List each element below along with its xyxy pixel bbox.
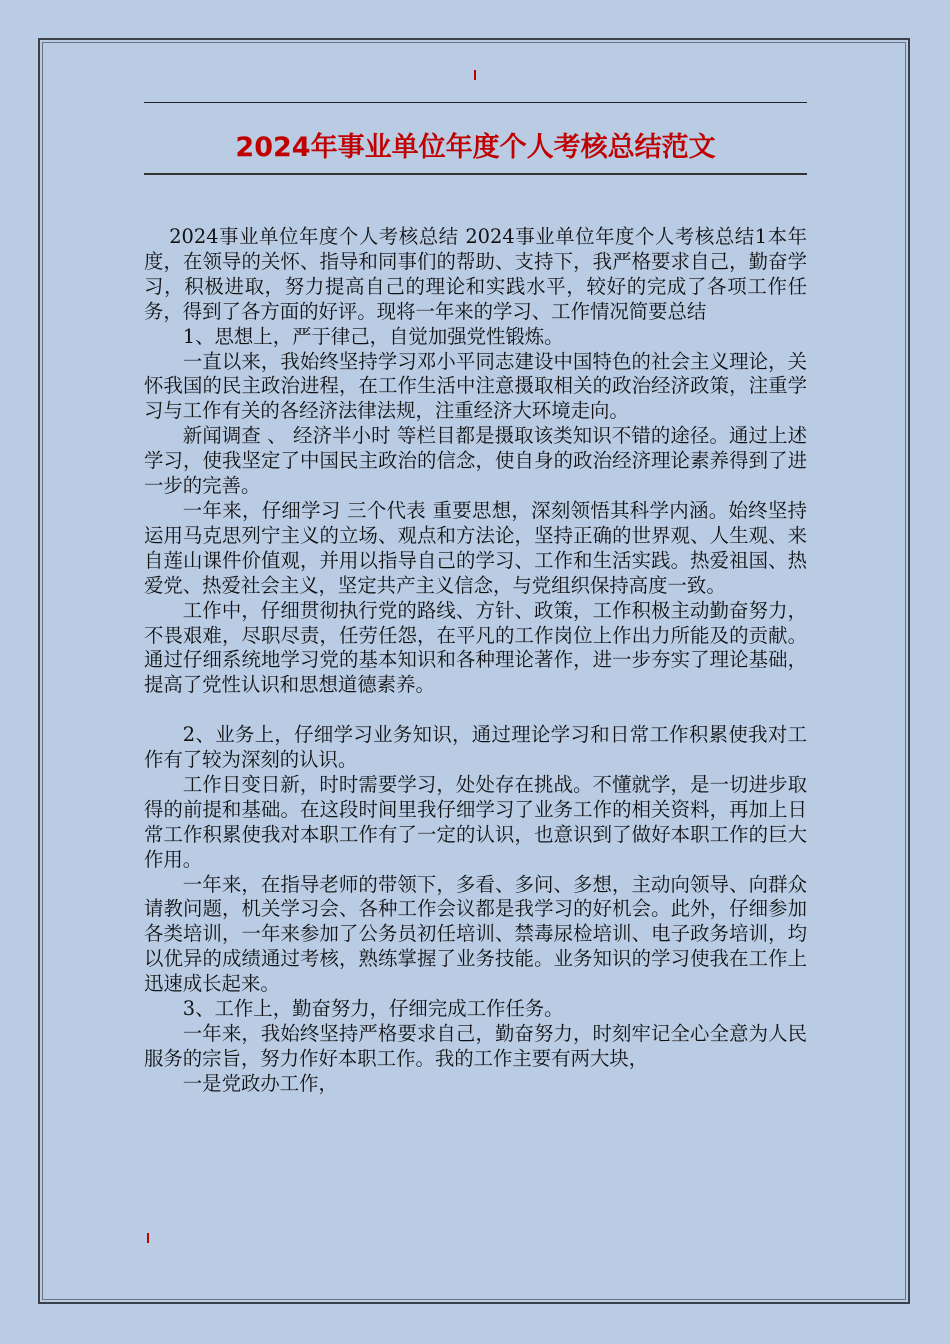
body-paragraph: 一直以来，我始终坚持学习邓小平同志建设中国特色的社会主义理论，关怀我国的民主政治进程，在工作生活中注意摄取相关的政治经济政策，注重学习与工作有关的各经济法律法规，注重经济大环境走向。 bbox=[144, 349, 807, 423]
body-paragraph: 新闻调查 、 经济半小时 等栏目都是摄取该类知识不错的途径。通过上述学习，使我坚定了中国民主政治的信念，使自身的政治经济理论素养得到了进一步的完善。 bbox=[144, 424, 807, 498]
body-paragraph: 一年来，我始终坚持严格要求自己，勤奋努力，时刻牢记全心全意为人民服务的宗旨，努力作好本职工作。我的工作主要有两大块， bbox=[144, 1021, 807, 1070]
body-paragraph: 2024事业单位年度个人考核总结 2024事业单位年度个人考核总结1本年度，在领导的关怀、指导和同事们的帮助、支持下，我严格要求自己，勤奋学习，积极进取，努力提高自己的理论和实践水平，较好的完成了各项工作任务，得到了各方面的好评。现将一年来的学习、工作情况简要总结 bbox=[144, 225, 807, 323]
blank-line bbox=[144, 698, 807, 723]
header-rule bbox=[144, 102, 807, 103]
body-paragraph: 工作中，仔细贯彻执行党的路线、方针、政策，工作积极主动勤奋努力，不畏艰难，尽职尽责，任劳任怨，在平凡的工作岗位上作出力所能及的贡献。通过仔细系统地学习党的基本知识和各种理论著作，进一步夯实了理论基础，提高了党性认识和思想道德素养。 bbox=[144, 598, 807, 697]
title-underline bbox=[144, 173, 807, 175]
body-paragraph: 一年来，在指导老师的带领下，多看、多问、多想，主动向领导、向群众请教问题，机关学习会、各种工作会议都是我学习的好机会。此外，仔细参加各类培训，一年来参加了公务员初任培训、禁毒尿检培训、电子政务培训，均以优异的成绩通过考核，熟练掌握了业务技能。业务知识的学习使我在工作上迅速成长起来。 bbox=[144, 872, 807, 996]
body-paragraph: 2、业务上，仔细学习业务知识，通过理论学习和日常工作积累使我对工作有了较为深刻的认识。 bbox=[144, 723, 807, 772]
body-paragraph: 一是党政办工作， bbox=[182, 1071, 338, 1095]
body-paragraph: 一年来，仔细学习 三个代表 重要思想，深刻领悟其科学内涵。始终坚持运用马克思列宁主义的立场、观点和方法论，坚持正确的世界观、人生观、来自莲山课件价值观，并用以指导自己的学习、工作和生活实践。热爱祖国、热爱党、热爱社会主义，坚定共产主义信念，与党组织保持高度一致。 bbox=[144, 498, 807, 597]
document-title: 2024年事业单位年度个人考核总结范文 bbox=[235, 132, 716, 163]
body-paragraph: 1、思想上，严于律己，自觉加强党性锻炼。 bbox=[182, 324, 564, 348]
body-paragraph: 3、工作上，勤奋努力，仔细完成工作任务。 bbox=[182, 997, 564, 1021]
footer-cursor-mark bbox=[147, 1233, 149, 1243]
body-paragraph: 工作日变日新，时时需要学习，处处存在挑战。不懂就学，是一切进步取得的前提和基础。在这段时间里我仔细学习了业务工作的相关资料，再加上日常工作积累使我对本职工作有了一定的认识，也意识到了做好本职工作的巨大作用。 bbox=[144, 772, 807, 871]
header-cursor-mark bbox=[474, 70, 476, 80]
document-body bbox=[144, 225, 807, 1097]
